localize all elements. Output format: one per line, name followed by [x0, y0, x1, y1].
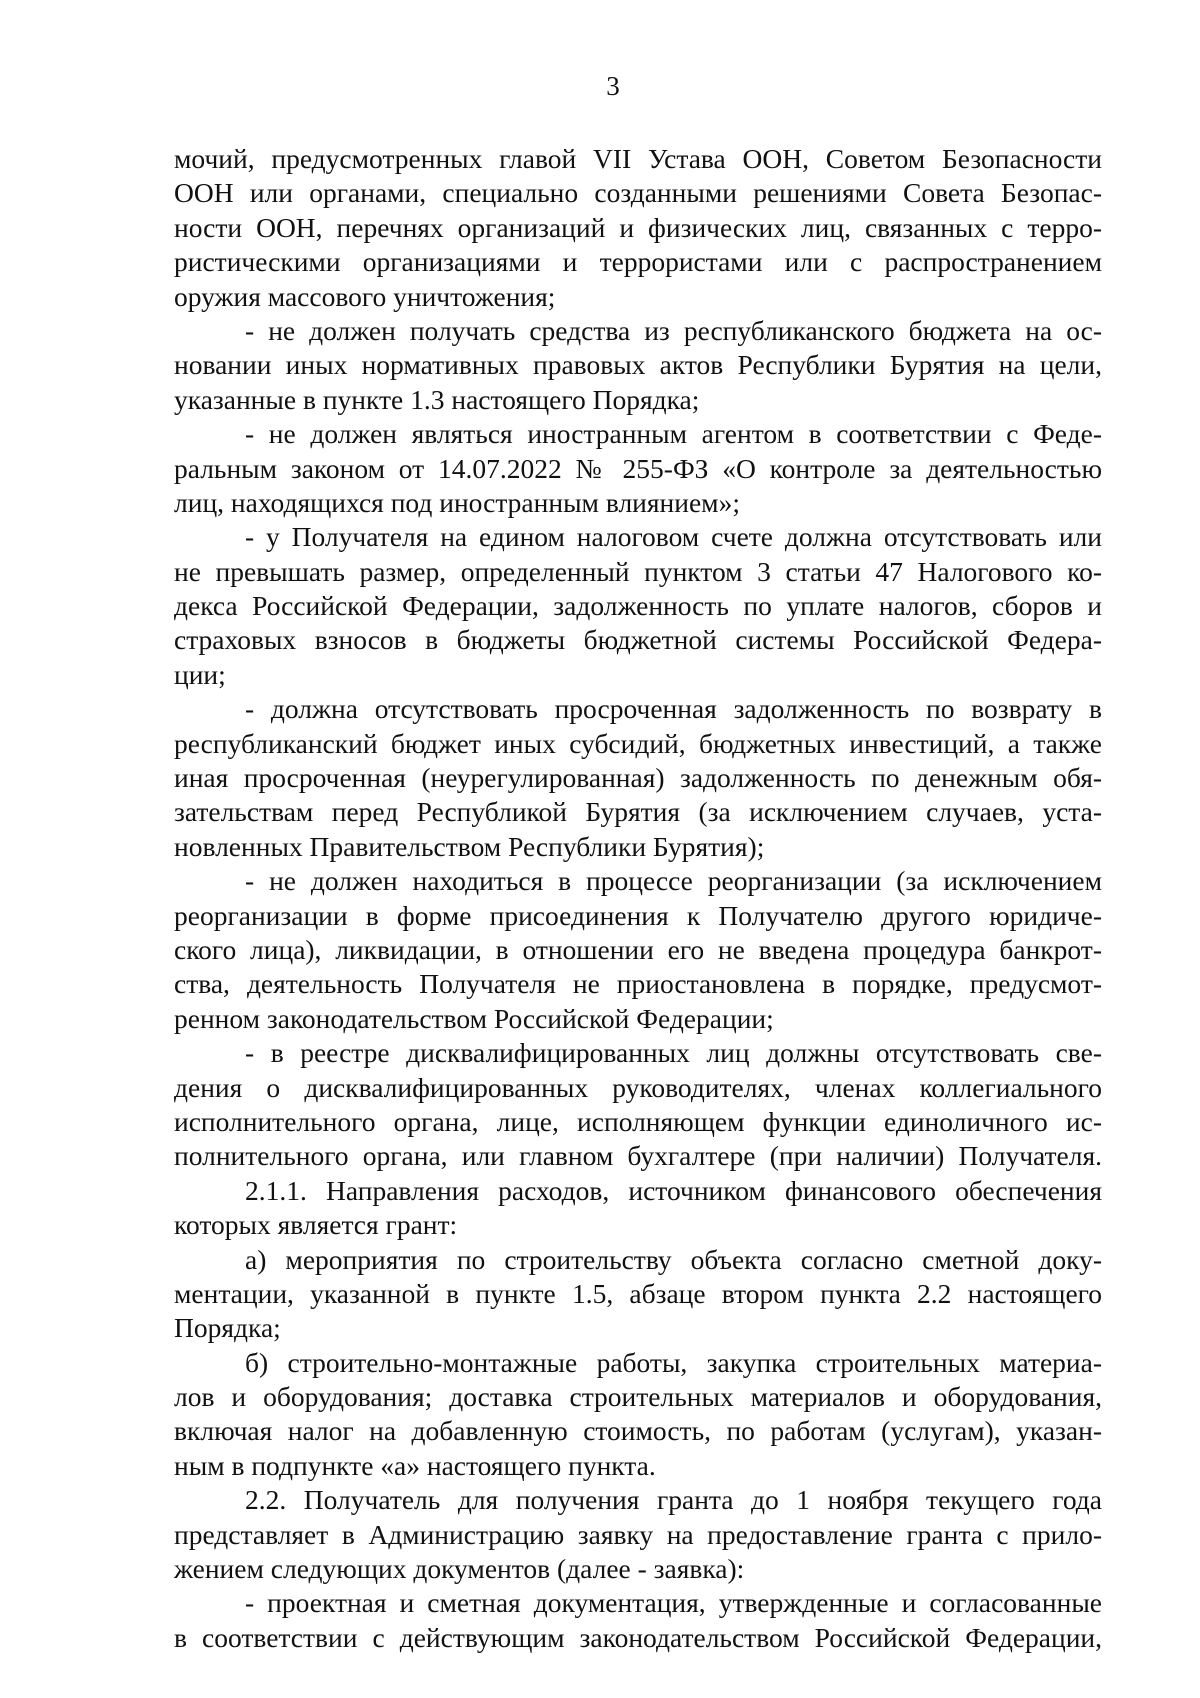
- text-line: б) строительно-монтажные работы, закупка строительных материа-: [245, 1346, 1102, 1378]
- text-line: жением следующих документов (далее - заявка):: [174, 1553, 745, 1585]
- text-line: оружия массового уничтожения;: [174, 280, 556, 312]
- text-line: лов и оборудования; доставка строительных материалов и оборудования,: [174, 1381, 1102, 1413]
- text-line: республиканский бюджет иных субсидий, бюджетных инвестиций, а также: [174, 727, 1102, 759]
- text-line: ства, деятельность Получателя не приостановлена в порядке, предусмот-: [174, 968, 1102, 1000]
- text-line: ского лица), ликвидации, в отношении его не введена процедура банкрот-: [174, 933, 1102, 965]
- text-line: ности ООН, перечнях организаций и физических лиц, связанных с терро-: [174, 211, 1102, 243]
- page-number: 3: [606, 71, 620, 101]
- text-line: ции;: [174, 658, 226, 690]
- text-line: - не должен получать средства из республиканского бюджета на ос-: [245, 314, 1102, 346]
- text-line: указанные в пункте 1.3 настоящего Порядка;: [174, 383, 700, 415]
- text-line: новленных Правительством Республики Бурятия);: [174, 830, 765, 862]
- text-line: реорганизации в форме присоединения к Получателю другого юридиче-: [174, 899, 1102, 931]
- text-line: 2.2. Получатель для получения гранта до 1 ноября текущего года: [245, 1484, 1102, 1516]
- text-line: лиц, находящихся под иностранным влиянием»;: [174, 486, 740, 518]
- text-line: которых является грант:: [174, 1209, 458, 1241]
- text-line: ральным законом от 14.07.2022 № 255-ФЗ «О контроле за деятельностью: [174, 452, 1102, 484]
- text-line: - не должен являться иностранным агентом в соответствии с Феде-: [245, 418, 1102, 450]
- text-line: - не должен находиться в процессе реорганизации (за исключением: [245, 865, 1102, 897]
- text-line: исполнительного органа, лице, исполняющем функции единоличного ис-: [174, 1105, 1102, 1137]
- text-line: - проектная и сметная документация, утвержденные и согласованные: [245, 1587, 1102, 1619]
- text-line: представляет в Администрацию заявку на предоставление гранта с прило-: [174, 1518, 1102, 1550]
- text-line: мочий, предусмотренных главой VII Устава ООН, Советом Безопасности: [174, 143, 1102, 174]
- text-line: ренном законодательством Российской Федерации;: [174, 1002, 774, 1034]
- text-line: а) мероприятия по строительству объекта согласно сметной доку-: [245, 1243, 1102, 1275]
- text-line: - в реестре дисквалифицированных лиц должны отсутствовать све-: [245, 1037, 1102, 1069]
- text-line: иная просроченная (неурегулированная) задолженность по денежным обя-: [174, 762, 1102, 794]
- text-line: - должна отсутствовать просроченная задолженность по возврату в: [245, 693, 1102, 725]
- text-line: не превышать размер, определенный пунктом 3 статьи 47 Налогового ко-: [174, 555, 1102, 587]
- text-line: ментации, указанной в пункте 1.5, абзаце втором пункта 2.2 настоящего: [174, 1277, 1102, 1309]
- text-line: ристическими организациями и террористами или с распространением: [174, 246, 1102, 278]
- document-body: [174, 142, 1102, 1655]
- text-line: полнительного органа, или главном бухгалтере (при наличии) Получателя.: [174, 1140, 1102, 1172]
- text-line: Порядка;: [174, 1312, 281, 1344]
- text-line: в соответствии с действующим законодательством Российской Федерации,: [174, 1621, 1102, 1653]
- text-line: зательствам перед Республикой Бурятия (за исключением случаев, уста-: [174, 796, 1102, 828]
- text-line: дения о дисквалифицированных руководителях, членах коллегиального: [174, 1071, 1102, 1103]
- text-line: новании иных нормативных правовых актов Республики Бурятия на цели,: [174, 349, 1102, 381]
- text-line: декса Российской Федерации, задолженность по уплате налогов, сборов и: [174, 590, 1102, 622]
- text-line: включая налог на добавленную стоимость, по работам (услугам), указан-: [174, 1415, 1102, 1447]
- text-line: - у Получателя на едином налоговом счете должна отсутствовать или: [245, 521, 1102, 553]
- text-line: ным в подпункте «а» настоящего пункта.: [174, 1449, 656, 1481]
- text-line: страховых взносов в бюджеты бюджетной системы Российской Федера-: [174, 624, 1102, 656]
- text-line: ООН или органами, специально созданными решениями Совета Безопас-: [174, 177, 1102, 209]
- text-line: 2.1.1. Направления расходов, источником финансового обеспечения: [245, 1174, 1102, 1206]
